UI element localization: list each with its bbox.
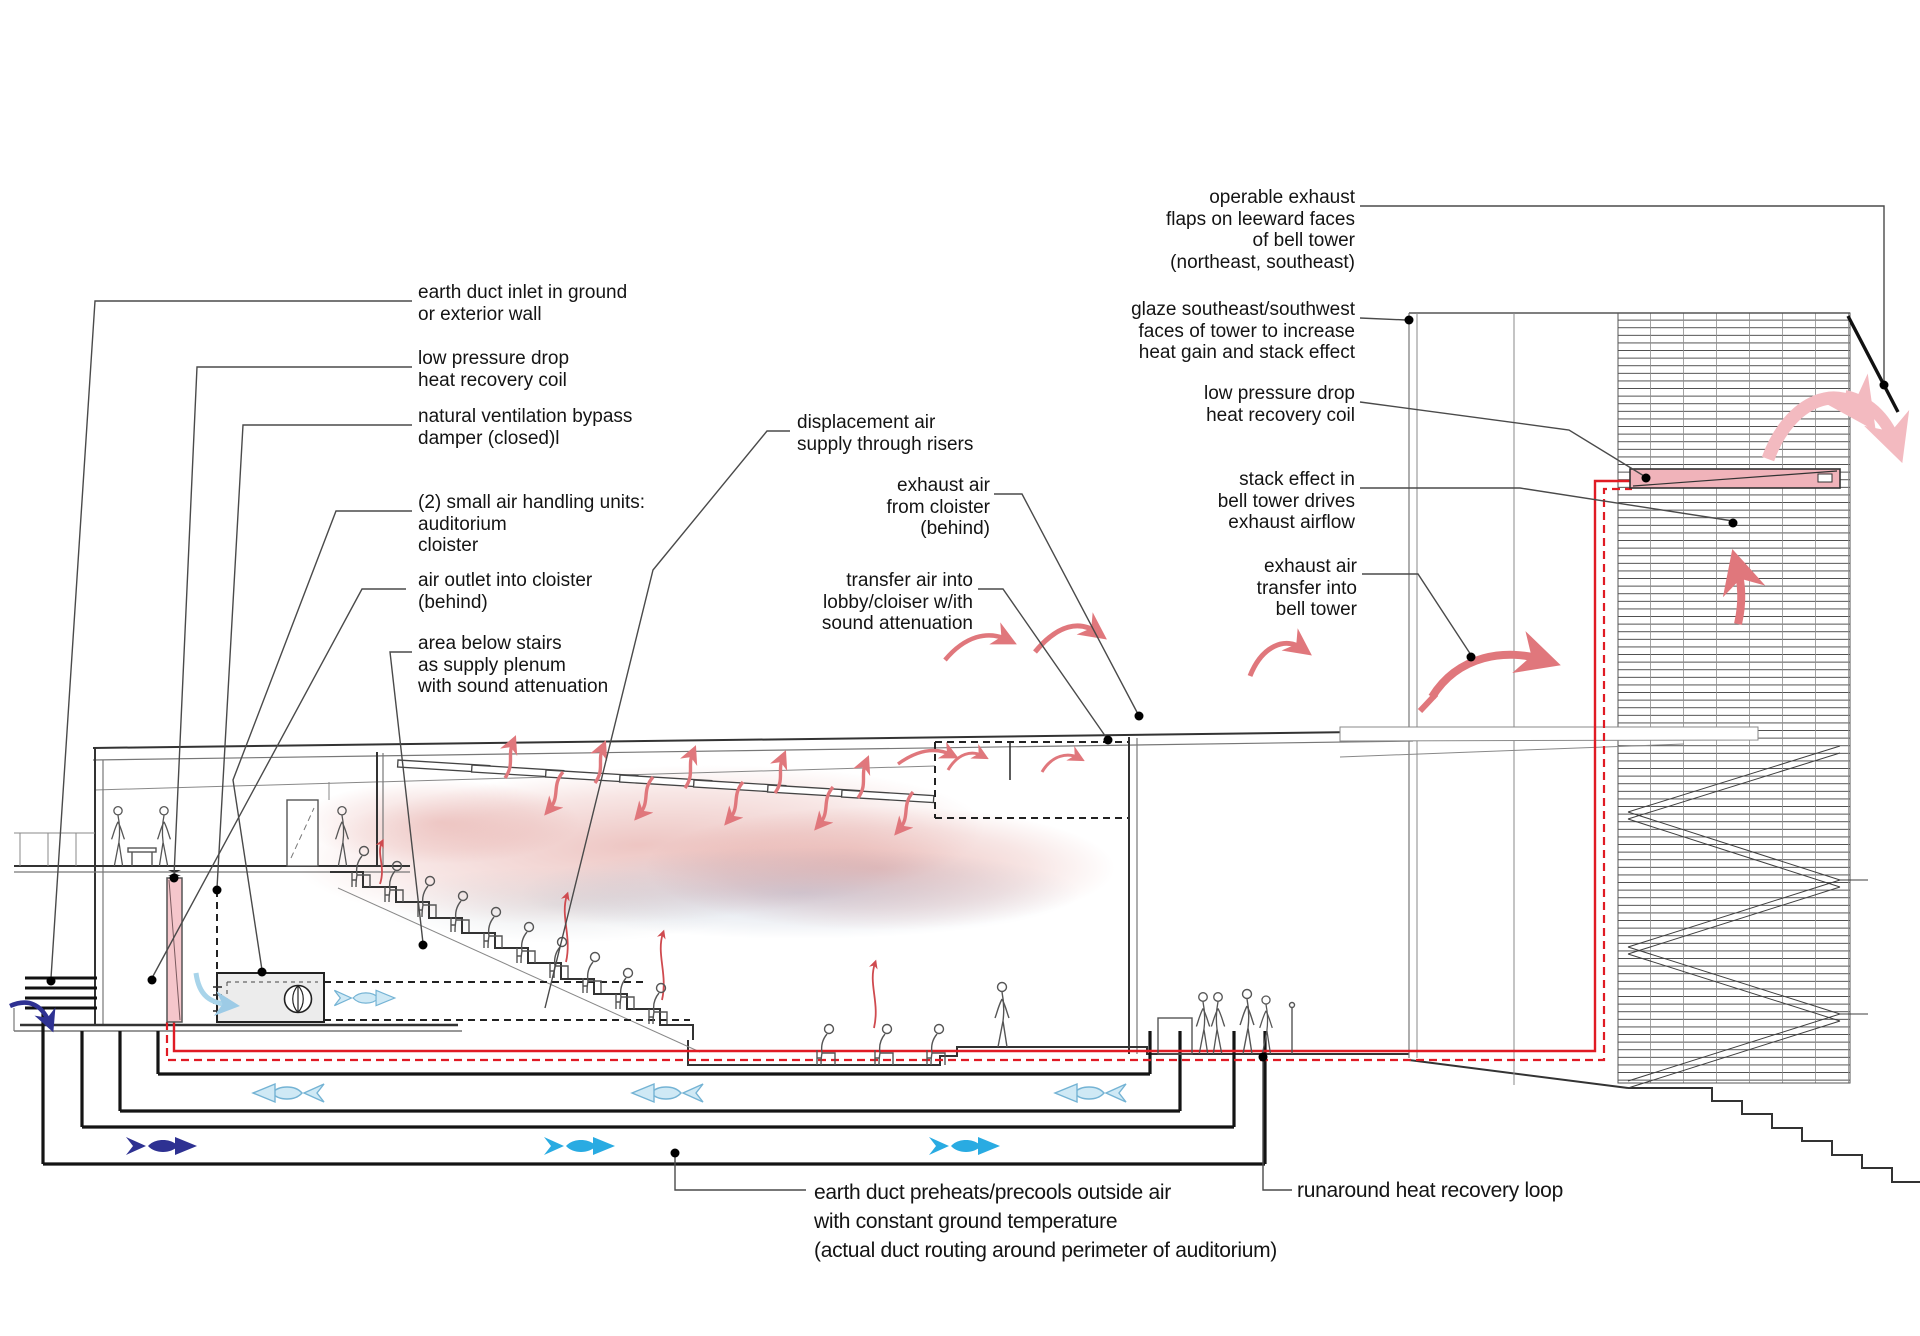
label-line: lobby/cloiser w/ith bbox=[823, 591, 973, 613]
label-line: stack effect in bbox=[1239, 469, 1355, 490]
label-line: low pressure drop bbox=[418, 348, 570, 369]
label-line: low pressure drop bbox=[1203, 383, 1355, 404]
label-line: damper (closed)l bbox=[418, 427, 560, 449]
label-line: earth duct inlet in ground bbox=[418, 282, 628, 303]
label-glaze-tower bbox=[1131, 299, 1355, 364]
label-line: faces of tower to increase bbox=[1138, 320, 1355, 342]
label-line: auditorium bbox=[418, 513, 507, 535]
label-air-outlet-cloister bbox=[418, 570, 592, 613]
label-displacement-air bbox=[797, 412, 973, 455]
label-low-pressure-coil-right bbox=[1204, 383, 1355, 426]
label-line: heat gain and stack effect bbox=[1138, 342, 1355, 363]
label-line: transfer into bbox=[1256, 577, 1357, 599]
label-line: glaze southeast/southwest bbox=[1131, 299, 1355, 320]
label-line: exhaust airflow bbox=[1228, 512, 1355, 533]
label-line: heat recovery coil bbox=[418, 369, 567, 391]
label-stack-effect bbox=[1218, 469, 1355, 534]
label-line: as supply plenum bbox=[418, 654, 566, 676]
label-line: (behind) bbox=[418, 591, 488, 613]
label-line: cloister bbox=[418, 535, 479, 556]
label-line: operable exhaust bbox=[1209, 187, 1355, 208]
label-line: bell tower bbox=[1275, 599, 1357, 620]
label-line: runaround heat recovery loop bbox=[1297, 1179, 1563, 1202]
label-line: bell tower drives bbox=[1217, 490, 1355, 512]
label-transfer-air bbox=[822, 570, 973, 635]
label-line: with constant ground temperature bbox=[814, 1210, 1118, 1233]
label-line: with sound attenuation bbox=[418, 676, 609, 697]
label-area-below-stairs bbox=[418, 633, 608, 698]
label-line: supply through risers bbox=[797, 433, 974, 455]
runaround-loop bbox=[167, 481, 1632, 1060]
label-line: of bell tower bbox=[1252, 230, 1355, 251]
label-line: natural ventilation bypass bbox=[418, 406, 633, 427]
label-line: exhaust air bbox=[897, 475, 990, 496]
label-air-handling-units bbox=[418, 492, 645, 557]
label-operable-exhaust-flaps bbox=[1166, 187, 1355, 273]
label-line: earth duct preheats/precools outside air bbox=[814, 1181, 1171, 1204]
label-line: or exterior wall bbox=[418, 303, 542, 325]
heat-recovery-coil-tower bbox=[1630, 469, 1840, 488]
label-earth-duct-inlet bbox=[418, 282, 627, 325]
label-line: (behind) bbox=[920, 518, 990, 539]
label-exhaust-transfer-tower bbox=[1257, 556, 1357, 621]
label-line: (northeast, southeast) bbox=[1170, 251, 1355, 273]
label-line: area below stairs bbox=[418, 633, 562, 654]
label-line: from cloister bbox=[886, 496, 990, 518]
label-exhaust-from-cloister bbox=[887, 475, 990, 540]
label-line: transfer air into bbox=[846, 570, 973, 591]
label-natural-vent-damper bbox=[418, 406, 632, 449]
label-line: sound attenuation bbox=[821, 613, 973, 634]
label-line: exhaust air bbox=[1264, 556, 1357, 577]
label-runaround-loop bbox=[1297, 1176, 1563, 1205]
tower-louvers bbox=[1618, 313, 1850, 1083]
label-line: displacement air bbox=[797, 412, 936, 433]
bell-tower bbox=[1340, 313, 1898, 1088]
label-line: heat recovery coil bbox=[1206, 404, 1355, 426]
label-line: (actual duct routing around perimeter of auditorium) bbox=[814, 1239, 1277, 1262]
label-line: air outlet into cloister bbox=[418, 570, 593, 591]
label-earth-duct-note bbox=[814, 1178, 1277, 1265]
label-line: flaps on leeward faces bbox=[1165, 208, 1355, 230]
leader-lines bbox=[47, 206, 1889, 1190]
earth-duct bbox=[25, 978, 1265, 1164]
label-line: (2) small air handling units: bbox=[418, 492, 646, 513]
stratified-air-cloud bbox=[291, 749, 1115, 943]
label-low-pressure-coil-left bbox=[418, 348, 569, 391]
